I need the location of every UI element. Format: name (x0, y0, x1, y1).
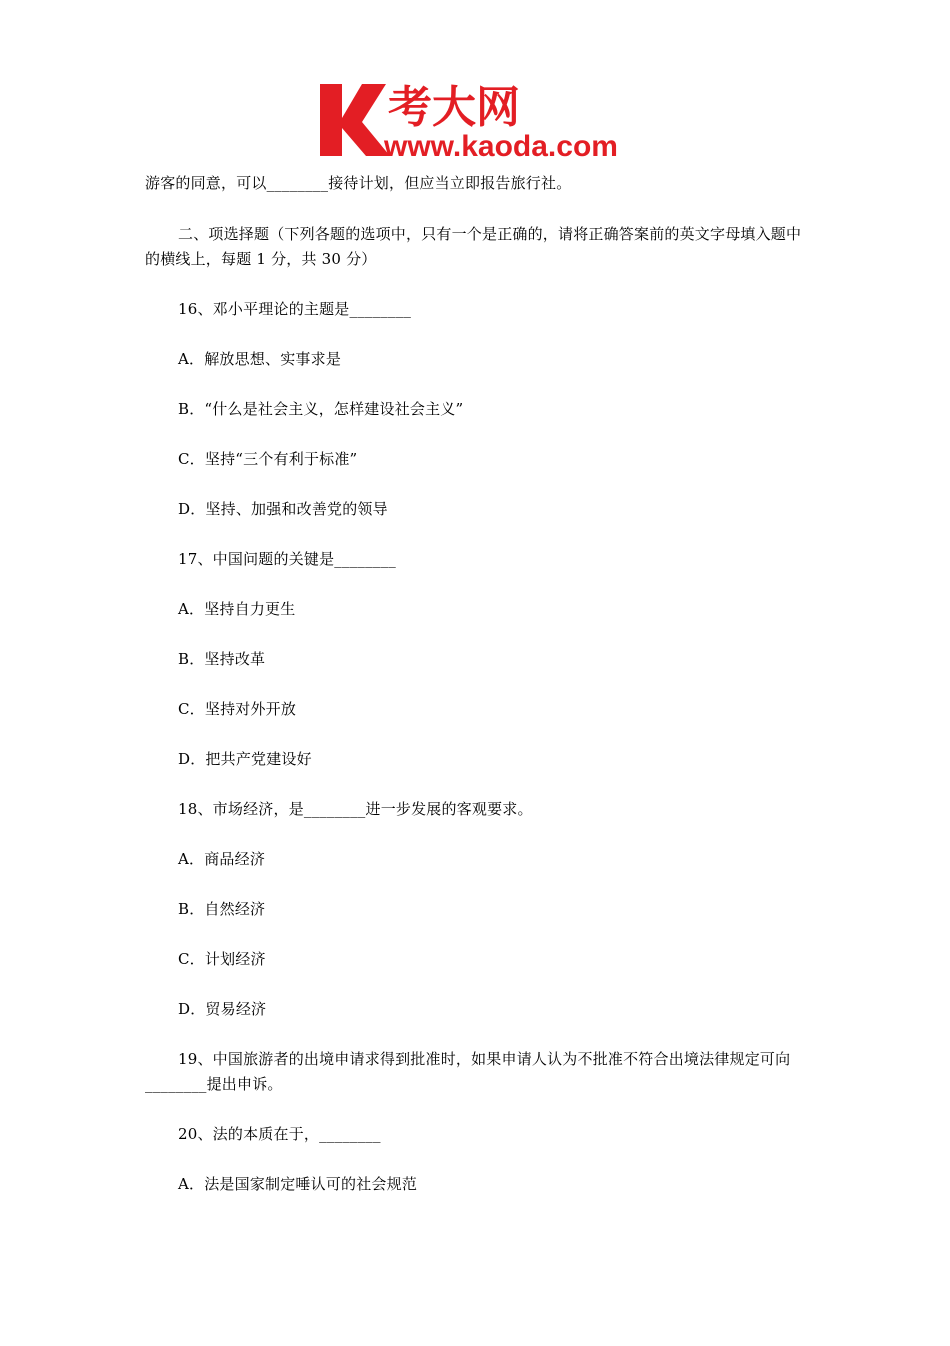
question-18-option-d: D．贸易经济 (178, 1000, 267, 1018)
question-16: 16、邓小平理论的主题是________ (178, 300, 412, 318)
question-17-option-b: B．坚持改革 (178, 650, 266, 668)
question-19: 19、中国旅游者的出境申请求得到批准时，如果申请人认为不批准不符合出境法律规定可向________提出申诉。 (145, 1050, 791, 1093)
question-16-option-b: B．“什么是社会主义，怎样建设社会主义” (178, 400, 464, 418)
question-16-option-a: A．解放思想、实事求是 (178, 350, 342, 368)
question-17-option-a: A．坚持自力更生 (178, 600, 296, 618)
question-16-option-c: C．坚持“三个有利于标准” (178, 450, 358, 468)
question-18-option-c: C．计划经济 (178, 950, 266, 968)
question-17-option-d: D．把共产党建设好 (178, 750, 312, 768)
question-18-option-b: B．自然经济 (178, 900, 266, 918)
section-heading: 二、项选择题（下列各题的选项中，只有一个是正确的，请将正确答案前的英文字母填入题中的横线上，每题 1 分，共 30 分） (145, 225, 802, 268)
question-16-option-d: D．坚持、加强和改善党的领导 (178, 500, 388, 518)
kaoda-logo-icon (318, 78, 648, 162)
logo-brand-text: 考大网 (388, 83, 520, 132)
question-20: 20、法的本质在于，________ (178, 1125, 381, 1143)
text-line-continuation: 游客的同意，可以________接待计划，但应当立即报告旅行社。 (145, 174, 572, 192)
kaoda-logo (318, 78, 648, 162)
question-18: 18、市场经济，是________进一步发展的客观要求。 (178, 800, 533, 818)
logo-url-text: www.kaoda.com (384, 130, 618, 162)
question-18-option-a: A．商品经济 (178, 850, 266, 868)
question-20-option-a: A．法是国家制定唾认可的社会规范 (178, 1175, 418, 1193)
question-17-option-c: C．坚持对外开放 (178, 700, 297, 718)
question-17: 17、中国问题的关键是________ (178, 550, 396, 568)
